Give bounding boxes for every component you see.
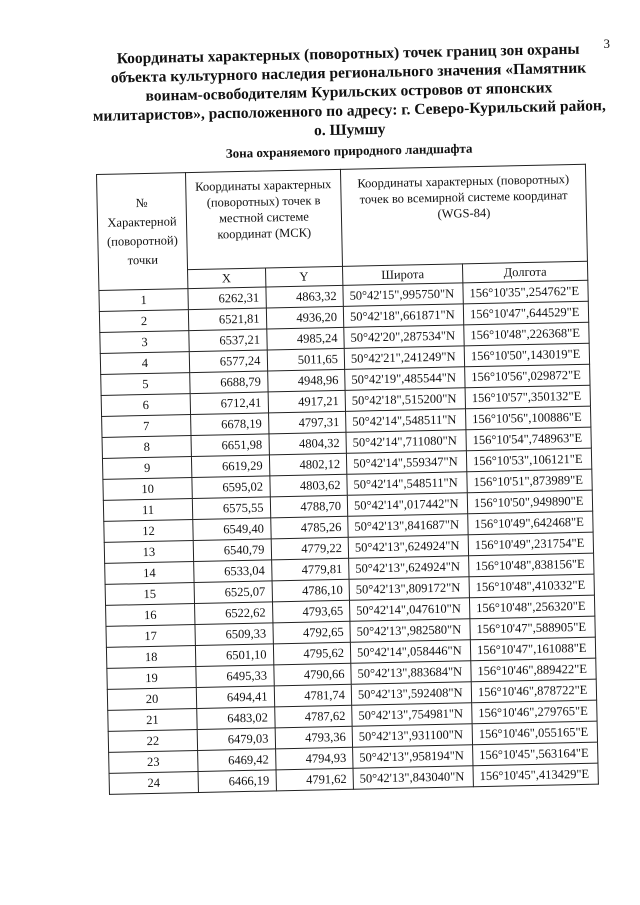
y-coordinate-cell: 4779,22 bbox=[271, 537, 349, 560]
x-coordinate-cell: 6469,42 bbox=[198, 749, 276, 772]
x-coordinate-cell: 6525,07 bbox=[194, 581, 272, 604]
y-coordinate-cell: 4985,24 bbox=[266, 327, 344, 350]
point-number-cell: 12 bbox=[104, 520, 193, 543]
header-y: Y bbox=[265, 266, 343, 287]
header-x: X bbox=[188, 268, 266, 289]
point-number-cell: 2 bbox=[99, 310, 188, 333]
latitude-cell: 50°42'18",661871"N bbox=[343, 304, 463, 328]
y-coordinate-cell: 4785,26 bbox=[270, 516, 348, 539]
point-number-cell: 15 bbox=[105, 583, 194, 606]
x-coordinate-cell: 6575,55 bbox=[192, 497, 270, 520]
coordinates-table-wrapper bbox=[96, 164, 599, 795]
coordinates-table bbox=[96, 164, 599, 795]
zone-subheading: Зона охраняемого природного ландшафта bbox=[225, 140, 473, 161]
longitude-cell: 156°10'50",143019"E bbox=[464, 343, 589, 367]
latitude-cell: 50°42'13",841687"N bbox=[348, 514, 468, 538]
x-coordinate-cell: 6577,24 bbox=[189, 350, 267, 373]
point-number-cell: 5 bbox=[101, 373, 190, 396]
latitude-cell: 50°42'14",058446"N bbox=[350, 640, 470, 664]
point-number-cell: 4 bbox=[100, 352, 189, 375]
y-coordinate-cell: 4948,96 bbox=[267, 369, 345, 392]
x-coordinate-cell: 6533,04 bbox=[194, 560, 272, 583]
x-coordinate-cell: 6466,19 bbox=[198, 770, 276, 793]
header-point-number: № Характерной (поворотной) точки bbox=[97, 173, 188, 291]
x-coordinate-cell: 6494,41 bbox=[196, 686, 274, 709]
y-coordinate-cell: 4786,10 bbox=[272, 579, 350, 602]
page-number: 3 bbox=[603, 36, 610, 51]
header-longitude: Долгота bbox=[462, 261, 587, 283]
x-coordinate-cell: 6595,02 bbox=[192, 476, 270, 499]
latitude-cell: 50°42'13",982580"N bbox=[350, 619, 470, 643]
latitude-cell: 50°42'21",241249"N bbox=[344, 346, 464, 370]
x-coordinate-cell: 6619,29 bbox=[191, 455, 269, 478]
latitude-cell: 50°42'15",995750"N bbox=[343, 283, 463, 307]
y-coordinate-cell: 4781,74 bbox=[274, 684, 352, 707]
longitude-cell: 156°10'56",029872"E bbox=[465, 364, 590, 388]
latitude-cell: 50°42'18",515200"N bbox=[345, 388, 465, 412]
point-number-cell: 13 bbox=[104, 541, 193, 564]
point-number-cell: 14 bbox=[105, 562, 194, 585]
x-coordinate-cell: 6521,81 bbox=[188, 308, 266, 331]
longitude-cell: 156°10'48",226368"E bbox=[464, 322, 589, 346]
latitude-cell: 50°42'20",287534"N bbox=[344, 325, 464, 349]
x-coordinate-cell: 6522,62 bbox=[195, 602, 273, 625]
x-coordinate-cell: 6651,98 bbox=[191, 434, 269, 457]
latitude-cell: 50°42'13",592408"N bbox=[351, 682, 471, 706]
latitude-cell: 50°42'13",958194"N bbox=[353, 745, 473, 769]
latitude-cell: 50°42'13",809172"N bbox=[349, 577, 469, 601]
y-coordinate-cell: 4794,93 bbox=[275, 747, 353, 770]
latitude-cell: 50°42'14",711080"N bbox=[346, 430, 466, 454]
x-coordinate-cell: 6712,41 bbox=[190, 392, 268, 415]
latitude-cell: 50°42'14",548511"N bbox=[346, 409, 466, 433]
point-number-cell: 3 bbox=[100, 331, 189, 354]
point-number-cell: 11 bbox=[103, 499, 192, 522]
longitude-cell: 156°10'53",106121"E bbox=[466, 448, 591, 472]
y-coordinate-cell: 4804,32 bbox=[268, 432, 346, 455]
y-coordinate-cell: 4795,62 bbox=[273, 642, 351, 665]
x-coordinate-cell: 6479,03 bbox=[197, 728, 275, 751]
longitude-cell: 156°10'50",949890"E bbox=[467, 490, 592, 514]
latitude-cell: 50°42'14",017442"N bbox=[347, 493, 467, 517]
longitude-cell: 156°10'56",100886"E bbox=[465, 406, 590, 430]
longitude-cell: 156°10'49",231754"E bbox=[468, 532, 593, 556]
longitude-cell: 156°10'47",588905"E bbox=[470, 616, 595, 640]
x-coordinate-cell: 6483,02 bbox=[197, 707, 275, 730]
x-coordinate-cell: 6495,33 bbox=[196, 665, 274, 688]
longitude-cell: 156°10'57",350132"E bbox=[465, 385, 590, 409]
y-coordinate-cell: 4936,20 bbox=[266, 306, 344, 329]
x-coordinate-cell: 6688,79 bbox=[190, 371, 268, 394]
x-coordinate-cell: 6537,21 bbox=[189, 329, 267, 352]
y-coordinate-cell: 4790,66 bbox=[273, 663, 351, 686]
point-number-cell: 10 bbox=[103, 478, 192, 501]
point-number-cell: 24 bbox=[109, 771, 198, 794]
document-heading: Координаты характерных (поворотных) точек границ зон охраны объекта культурного наследия регионального значения «Памятник воинам-освободителям Курильских островов от японских милитаристов», расположенного по адресу: г. Северо-Курильский район, о. Шумшу bbox=[92, 40, 606, 140]
point-number-cell: 9 bbox=[102, 457, 191, 480]
latitude-cell: 50°42'14",559347"N bbox=[346, 451, 466, 475]
longitude-cell: 156°10'47",161088"E bbox=[470, 637, 595, 661]
header-wgs-coordinates: Координаты характерных (поворотных) точек во всемирной системе координат (WGS-84) bbox=[340, 164, 587, 266]
x-coordinate-cell: 6501,10 bbox=[195, 644, 273, 667]
point-number-cell: 23 bbox=[109, 750, 198, 773]
longitude-cell: 156°10'51",873989"E bbox=[467, 469, 592, 493]
y-coordinate-cell: 4792,65 bbox=[272, 621, 350, 644]
longitude-cell: 156°10'46",878722"E bbox=[471, 679, 596, 703]
y-coordinate-cell: 4793,65 bbox=[272, 600, 350, 623]
latitude-cell: 50°42'14",548511"N bbox=[347, 472, 467, 496]
y-coordinate-cell: 4787,62 bbox=[274, 705, 352, 728]
y-coordinate-cell: 4803,62 bbox=[269, 474, 347, 497]
x-coordinate-cell: 6540,79 bbox=[193, 539, 271, 562]
longitude-cell: 156°10'35",254762"E bbox=[463, 280, 588, 304]
longitude-cell: 156°10'49",642468"E bbox=[468, 511, 593, 535]
point-number-cell: 19 bbox=[107, 667, 196, 690]
x-coordinate-cell: 6549,40 bbox=[193, 518, 271, 541]
y-coordinate-cell: 4788,70 bbox=[270, 495, 348, 518]
y-coordinate-cell: 4863,32 bbox=[265, 285, 343, 308]
longitude-cell: 156°10'48",838156"E bbox=[469, 553, 594, 577]
latitude-cell: 50°42'13",754981"N bbox=[352, 703, 472, 727]
longitude-cell: 156°10'46",889422"E bbox=[471, 658, 596, 682]
y-coordinate-cell: 5011,65 bbox=[267, 348, 345, 371]
y-coordinate-cell: 4802,12 bbox=[269, 453, 347, 476]
x-coordinate-cell: 6262,31 bbox=[188, 287, 266, 310]
header-latitude: Широта bbox=[342, 264, 462, 286]
y-coordinate-cell: 4779,81 bbox=[271, 558, 349, 581]
x-coordinate-cell: 6678,19 bbox=[191, 413, 269, 436]
point-number-cell: 1 bbox=[99, 289, 188, 312]
y-coordinate-cell: 4791,62 bbox=[276, 768, 354, 791]
point-number-cell: 6 bbox=[101, 394, 190, 417]
longitude-cell: 156°10'54",748963"E bbox=[466, 427, 591, 451]
point-number-cell: 22 bbox=[108, 730, 197, 753]
longitude-cell: 156°10'48",256320"E bbox=[469, 595, 594, 619]
latitude-cell: 50°42'14",047610"N bbox=[349, 598, 469, 622]
y-coordinate-cell: 4917,21 bbox=[268, 390, 346, 413]
y-coordinate-cell: 4797,31 bbox=[268, 411, 346, 434]
latitude-cell: 50°42'13",624924"N bbox=[348, 535, 468, 559]
point-number-cell: 17 bbox=[106, 625, 195, 648]
x-coordinate-cell: 6509,33 bbox=[195, 623, 273, 646]
longitude-cell: 156°10'46",279765"E bbox=[472, 700, 597, 724]
latitude-cell: 50°42'19",485544"N bbox=[345, 367, 465, 391]
longitude-cell: 156°10'46",055165"E bbox=[472, 721, 597, 745]
table-body bbox=[99, 280, 598, 794]
latitude-cell: 50°42'13",883684"N bbox=[351, 661, 471, 685]
longitude-cell: 156°10'47",644529"E bbox=[463, 301, 588, 325]
latitude-cell: 50°42'13",624924"N bbox=[349, 556, 469, 580]
latitude-cell: 50°42'13",843040"N bbox=[353, 766, 473, 790]
latitude-cell: 50°42'13",931100"N bbox=[352, 724, 472, 748]
point-number-cell: 18 bbox=[106, 646, 195, 669]
y-coordinate-cell: 4793,36 bbox=[275, 726, 353, 749]
longitude-cell: 156°10'45",413429"E bbox=[473, 763, 598, 787]
header-msk-coordinates: Координаты характерных (поворотных) точек в местной системе координат (МСК) bbox=[185, 169, 342, 269]
point-number-cell: 16 bbox=[106, 604, 195, 627]
longitude-cell: 156°10'48",410332"E bbox=[469, 574, 594, 598]
point-number-cell: 20 bbox=[107, 688, 196, 711]
point-number-cell: 21 bbox=[108, 709, 197, 732]
point-number-cell: 8 bbox=[102, 436, 191, 459]
longitude-cell: 156°10'45",563164"E bbox=[473, 742, 598, 766]
point-number-cell: 7 bbox=[102, 415, 191, 438]
